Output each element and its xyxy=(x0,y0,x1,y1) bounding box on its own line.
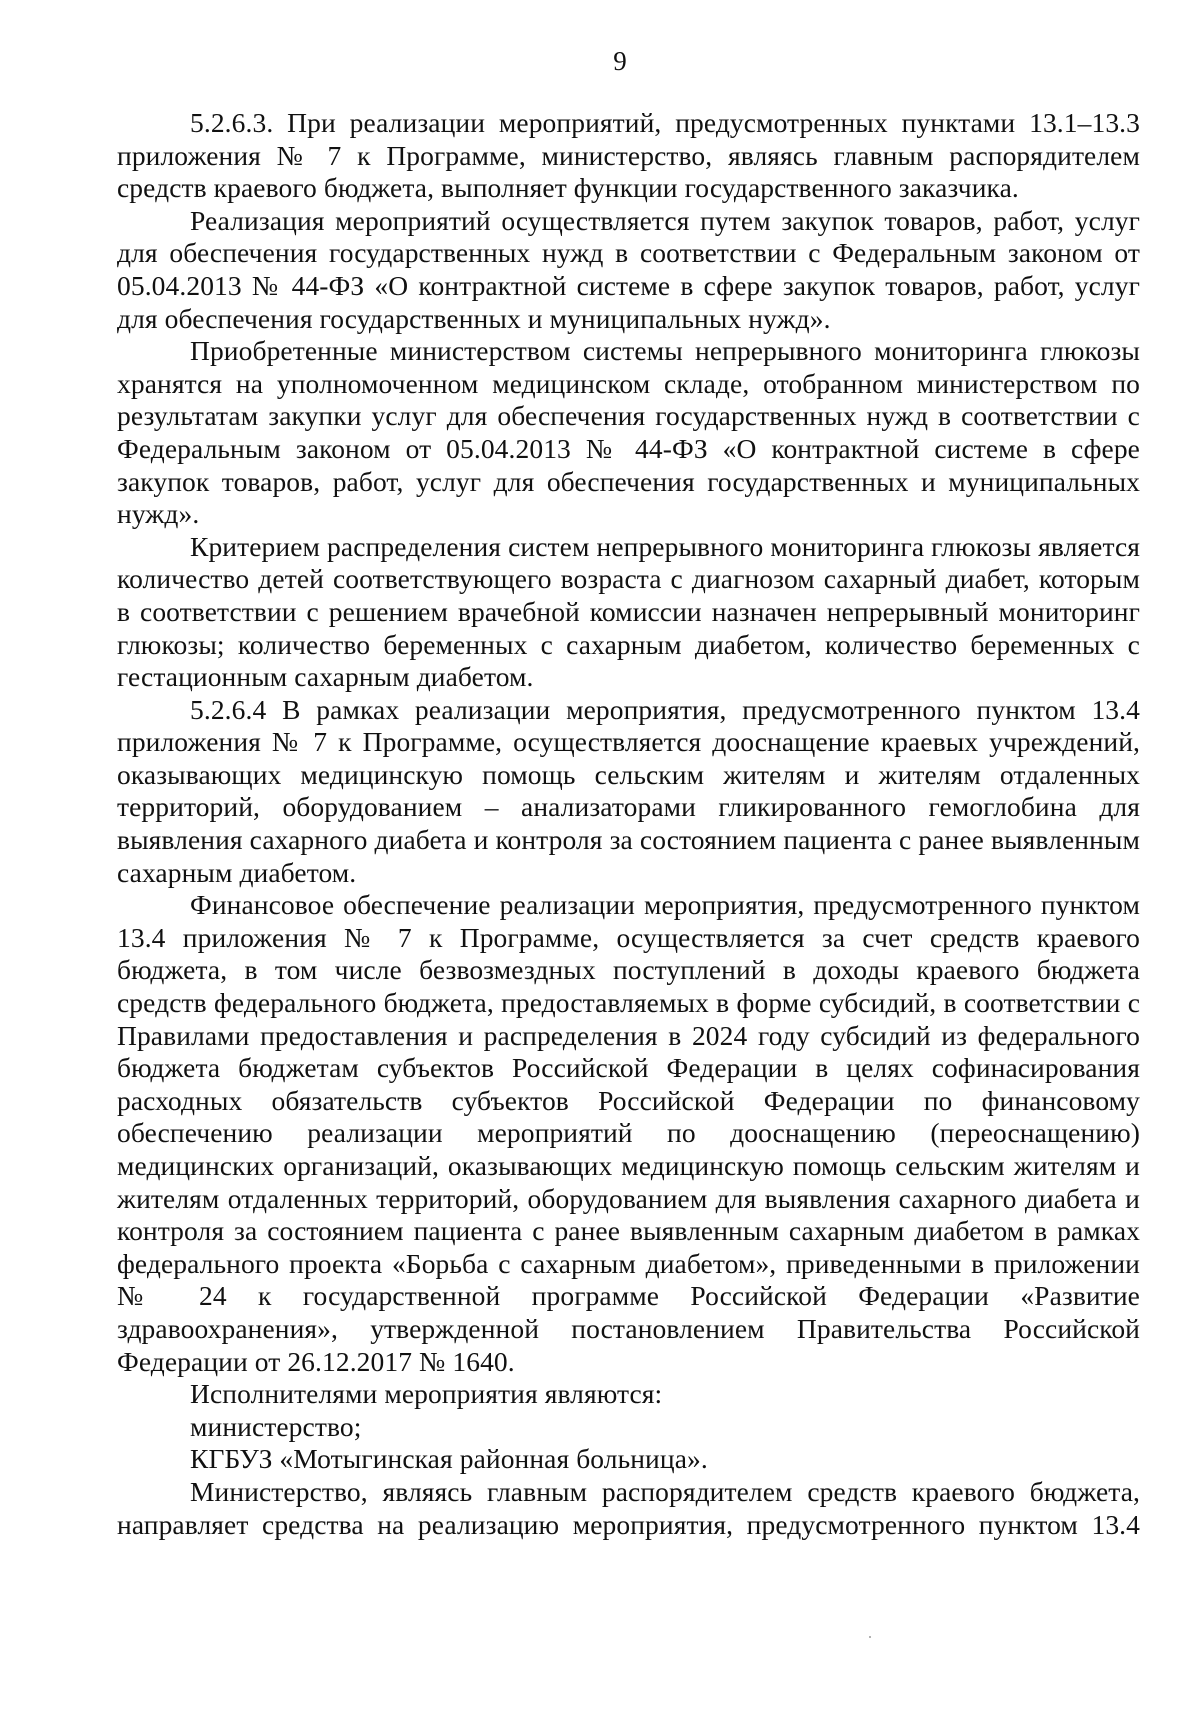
paragraph-financing: Финансовое обеспечение реализации мероприятия, предусмотренного пунктом 13.4 приложения № 7 к Программе, осуществляется за счет средств краевого бюджета, в том числе безвозмездных поступлений в доходы краевого бюджета средств федерального бюджета, предоставляемых в форме субсидий, в соответствии с Правилами предоставления и распределения в 2024 году субсидий из федерального бюджета бюджетам субъектов Российской Федерации в целях софинасирования расходных обязательств субъектов Российской Федерации по финансовому обеспечению реализации мероприятий по дооснащению (переоснащению) медицинских организаций, оказывающих медицинскую помощь сельским жителям и жителям отдаленных территорий, оборудованием для выявления сахарного диабета и контроля за состоянием пациента с ранее выявленным сахарным диабетом в рамках федерального проекта «Борьба с сахарным диабетом», приведенными в приложении № 24 к государственной программе Российской Федерации «Развитие здравоохранения», утвержденной постановлением Правительства Российской Федерации от 26.12.2017 № 1640. xyxy=(117,889,1140,1377)
paragraph-procurement: Реализация мероприятий осуществляется путем закупок товаров, работ, услуг для обеспечения государственных нужд в соответствии с Федеральным законом от 05.04.2013 № 44-ФЗ «О контрактной системе в сфере закупок товаров, работ, услуг для обеспечения государственных и муниципальных нужд». xyxy=(117,204,1140,334)
page-number: 9 xyxy=(613,46,627,76)
paragraph-ministry-funds: Министерство, являясь главным распорядителем средств краевого бюджета, направляет средства на реализацию мероприятия, предусмотренного пунктом 13.4 xyxy=(117,1475,1140,1540)
paragraph-storage: Приобретенные министерством системы непрерывного мониторинга глюкозы хранятся на уполномоченном медицинском складе, отобранном министерством по результатам закупки услуг для обеспечения государственных нужд в соответствии с Федеральным законом от 05.04.2013 № 44-ФЗ «О контрактной системе в сфере закупок товаров, работ, услуг для обеспечения государственных и муниципальных нужд». xyxy=(117,335,1140,530)
paragraph-5-2-6-3: 5.2.6.3. При реализации мероприятий, предусмотренных пунктами 13.1–13.3 приложения № 7 к Программе, министерство, являясь главным распорядителем средств краевого бюджета, выполняет функции государственного заказчика. xyxy=(117,107,1140,204)
scan-speck xyxy=(869,1636,871,1638)
paragraph-executor-hospital: КГБУЗ «Мотыгинская районная больница». xyxy=(190,1443,708,1475)
document-body xyxy=(117,107,1140,1541)
paragraph-distribution-criteria: Критерием распределения систем непрерывного мониторинга глюкозы является количество детей соответствующего возраста с диагнозом сахарный диабет, которым в соответствии с решением врачебной комиссии назначен непрерывный мониторинг глюкозы; количество беременных с сахарным диабетом, количество беременных с гестационным сахарным диабетом. xyxy=(117,530,1140,693)
paragraph-5-2-6-4: 5.2.6.4 В рамках реализации мероприятия, предусмотренного пунктом 13.4 приложения № 7 к Программе, осуществляется дооснащение краевых учреждений, оказывающих медицинскую помощь сельским жителям и жителям отдаленных территорий, оборудованием – анализаторами гликированного гемоглобина для выявления сахарного диабета и контроля за состоянием пациента с ранее выявленным сахарным диабетом. xyxy=(117,693,1140,888)
paragraph-executors-heading: Исполнителями мероприятия являются: xyxy=(190,1378,663,1410)
paragraph-executor-ministry: министерство; xyxy=(190,1410,362,1442)
